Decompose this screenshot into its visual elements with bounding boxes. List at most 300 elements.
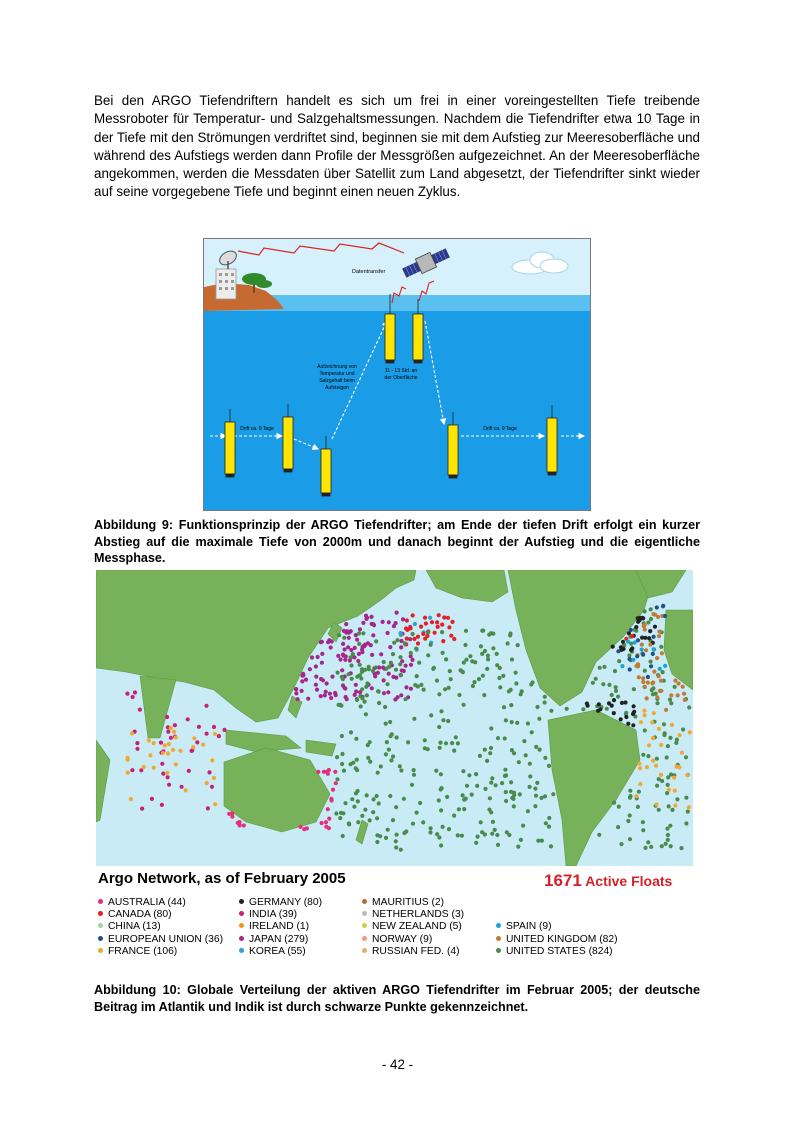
float-marker [649,664,653,668]
float-marker [435,620,439,624]
float-marker [585,702,589,706]
float-marker [663,664,667,668]
float-marker [641,680,645,684]
float-marker [210,785,214,789]
float-marker [334,811,338,815]
float-marker [605,707,609,711]
legend-label: CHINA (13) [108,921,161,933]
float-marker [338,703,342,707]
float-marker [150,797,154,801]
float-marker [413,622,417,626]
float-marker [341,642,345,646]
float-marker [347,672,351,676]
float-marker [524,753,528,757]
float-marker [660,844,664,848]
float-marker [509,780,513,784]
float-marker [447,686,451,690]
label-aufzeichnung-4: Aufsteigen [325,385,349,391]
float-marker [686,810,690,814]
float-marker [361,631,365,635]
float-marker [444,741,448,745]
float-marker [350,797,354,801]
float-marker [358,663,362,667]
float-marker [344,631,348,635]
float-marker [483,748,487,752]
float-marker [308,667,312,671]
float-marker [521,824,525,828]
float-marker [423,637,427,641]
float-marker [470,659,474,663]
float-marker [474,841,478,845]
float-marker [440,623,444,627]
float-marker [505,830,509,834]
legend-item [362,909,464,921]
legend-item [98,897,186,909]
float-marker [325,681,329,685]
float-marker [304,678,308,682]
float-marker [126,758,130,762]
float-marker [643,713,647,717]
float-marker [340,734,344,738]
float-marker [655,605,659,609]
active-floats-count [544,871,672,891]
float-marker [481,674,485,678]
float-marker [643,669,647,673]
float-marker [242,823,246,827]
float-marker [649,617,653,621]
float-marker [643,846,647,850]
float-marker [661,670,665,674]
float-marker [646,675,650,679]
float-marker [675,797,679,801]
legend-dot-icon [98,923,103,928]
legend-dot-icon [362,911,367,916]
float-marker [651,652,655,656]
float-marker [601,682,605,686]
float-marker [654,802,658,806]
legend-item [98,909,172,921]
float-marker [340,752,344,756]
float-marker [624,715,628,719]
float-marker [628,789,632,793]
legend-dot-icon [98,948,103,953]
float-marker [632,704,636,708]
float-marker [366,641,370,645]
float-marker [412,773,416,777]
float-marker [167,742,171,746]
float-marker [349,730,353,734]
legend-label: GERMANY (80) [249,897,323,908]
float-marker [613,669,617,673]
float-marker [528,785,532,789]
float-marker [439,709,443,713]
float-marker [386,631,390,635]
float-marker [641,820,645,824]
float-marker [359,676,363,680]
float-marker [653,625,657,629]
float-marker [342,686,346,690]
float-marker [594,677,598,681]
float-marker [533,787,537,791]
float-marker [510,748,514,752]
label-oberflaeche-1: 11 - 13 Std. an [384,368,418,374]
float-marker [486,654,490,658]
float-marker [368,760,372,764]
float-marker [598,666,602,670]
float-marker [148,753,152,757]
float-marker [482,693,486,697]
float-marker [384,836,388,840]
float-marker [166,775,170,779]
float-marker [320,661,324,665]
float-marker [393,697,397,701]
float-marker [676,693,680,697]
float-marker [439,843,443,847]
float-marker [394,668,398,672]
float-marker [439,772,443,776]
float-marker [446,616,450,620]
legend-title: Argo Network, as of February 2005 [98,870,346,887]
float-marker [628,667,632,671]
float-marker [409,626,413,630]
float-marker [314,675,318,679]
float-marker [684,821,688,825]
float-marker [217,734,221,738]
legend-dot-icon [362,923,367,928]
float-marker [462,661,466,665]
legend-label: UNITED STATES (824) [506,945,613,957]
float-marker [388,720,392,724]
float-marker [161,751,165,755]
float-marker [359,704,363,708]
float-marker [401,617,405,621]
float-marker [416,635,420,639]
float-marker [429,826,433,830]
float-marker [675,738,679,742]
float-marker [377,801,381,805]
float-marker [205,732,209,736]
float-marker [323,693,327,697]
float-marker [437,725,441,729]
float-marker [667,804,671,808]
float-marker [508,631,512,635]
legend-item [496,934,618,946]
float-marker [171,748,175,752]
float-marker [333,691,337,695]
float-marker [616,825,620,829]
float-marker [426,630,430,634]
float-marker [645,765,649,769]
page-number: - 42 - [381,1057,414,1072]
float-marker [363,808,367,812]
float-marker [489,726,493,730]
float-marker [447,827,451,831]
float-marker [643,609,647,613]
float-marker [184,788,188,792]
float-marker [135,741,139,745]
legend-label: NEW ZEALAND (5) [372,921,462,933]
float-marker [452,637,456,641]
float-marker [131,695,135,699]
float-marker [192,736,196,740]
float-marker [354,766,358,770]
float-marker [659,645,663,649]
float-marker [463,643,467,647]
float-marker [339,811,343,815]
float-marker [457,807,461,811]
float-marker [677,765,681,769]
float-marker [669,693,673,697]
legend-label: SPAIN (9) [506,921,552,933]
float-marker [423,746,427,750]
float-marker [516,643,520,647]
float-marker [646,754,650,758]
float-marker [343,801,347,805]
float-marker [598,707,602,711]
float-marker [533,804,537,808]
float-marker [565,707,569,711]
legend-item [239,921,309,933]
float-marker [663,614,667,618]
float-marker [626,722,630,726]
float-marker [478,754,482,758]
float-marker [612,801,616,805]
float-marker [651,736,655,740]
float-marker [399,631,403,635]
label-aufzeichnung-1: Aufzeichnung von [317,364,357,370]
float-marker [549,844,553,848]
float-marker [358,627,362,631]
float-marker [628,813,632,817]
float-marker [159,741,163,745]
float-marker [476,835,480,839]
float-marker [403,641,407,645]
float-marker [340,762,344,766]
float-marker [410,783,414,787]
float-marker [639,720,643,724]
legend-item [362,897,444,909]
legend-label: NETHERLANDS (3) [372,909,465,921]
float-marker [125,692,129,696]
float-marker [391,652,395,656]
float-marker [626,819,630,823]
float-marker [342,636,346,640]
float-marker [389,661,393,665]
float-marker [658,689,662,693]
float-marker [616,649,620,653]
float-marker [459,669,463,673]
legend-label: MAURITIUS (2) [372,897,445,908]
float-marker [530,730,534,734]
float-marker [652,711,656,715]
float-marker [394,805,398,809]
float-marker [543,700,547,704]
float-marker [514,681,518,685]
float-marker [529,682,533,686]
float-marker [398,655,402,659]
float-marker [498,685,502,689]
float-marker [363,668,367,672]
float-marker [655,757,659,761]
legend-item [239,946,306,958]
argo-cycle-figure [203,238,591,511]
float-marker [480,652,484,656]
float-marker [404,685,408,689]
float-marker [236,821,240,825]
float-marker [344,622,348,626]
float-marker [414,647,418,651]
float-marker [367,667,371,671]
float-marker [657,674,661,678]
float-marker [438,741,442,745]
float-marker [547,825,551,829]
float-marker [436,625,440,629]
float-marker [658,667,662,671]
float-marker [509,703,513,707]
float-marker [152,741,156,745]
float-marker [201,743,205,747]
legend-label: NORWAY (9) [372,933,433,945]
float-marker [655,656,659,660]
float-marker [611,645,615,649]
float-marker [305,826,309,830]
float-marker [479,820,483,824]
float-marker [383,705,387,709]
float-marker [195,740,199,744]
float-marker [668,736,672,740]
float-marker [547,816,551,820]
argo-map-svg [96,570,693,866]
float-marker [356,659,360,663]
float-marker [648,629,652,633]
legend-dot-icon [239,948,244,953]
float-marker [204,704,208,708]
float-marker [668,698,672,702]
legend-item [239,897,322,909]
float-marker [670,808,674,812]
float-marker [641,653,645,657]
float-marker [129,797,133,801]
float-marker [376,771,380,775]
float-marker [433,631,437,635]
float-marker [370,653,374,657]
float-marker [511,797,515,801]
legend-item [239,934,308,946]
float-marker [503,768,507,772]
float-marker [631,658,635,662]
float-marker [662,733,666,737]
legend-dot-icon [98,911,103,916]
float-marker [349,663,353,667]
float-marker [461,793,465,797]
float-marker [502,705,506,709]
float-marker [634,625,638,629]
label-aufzeichnung-2: Temperatur und [319,371,355,377]
float-marker [649,607,653,611]
float-marker [638,782,642,786]
float-marker [360,650,364,654]
float-marker [534,745,538,749]
float-marker [649,660,653,664]
float-marker [685,773,689,777]
float-marker [399,673,403,677]
caption-figure-10: Abbildung 10: Globale Verteilung der aktiven ARGO Tiefendrifter im Februar 2005; der deutsche Beitrag im Atlantik und Indik ist durch schwarze Punkte gekennzeichnet. [94,983,700,1014]
float-marker [638,766,642,770]
float-marker [684,796,688,800]
legend-label: KOREA (55) [249,945,306,957]
float-marker [487,808,491,812]
float-marker [673,678,677,682]
float-marker [437,613,441,617]
float-marker [490,832,494,836]
legend-dot-icon [362,948,367,953]
float-marker [419,683,423,687]
float-marker [503,736,507,740]
float-marker [641,753,645,757]
float-marker [551,792,555,796]
float-marker [535,705,539,709]
float-marker [461,769,465,773]
float-marker [651,612,655,616]
float-marker [681,685,685,689]
intro-paragraph: Bei den ARGO Tiefendriftern handelt es sich um frei in einer voreingestellten Tiefe treibende Messroboter für Temperatur- und Salzgehaltsmessungen. Nachdem die Tiefendrifter etwa 10 Tage in der Tiefe mit den Strömungen verdriftet sind, beginnen sie mit dem Aufstieg zur Meeresoberfläche und während des Aufstiegs werden dann Profile der Messgrößen aufgezeichnet. An der Meeresoberfläche angekommen, werden die Messdaten über Satellit zum Land abgesetzt, der Tiefendrifter sinkt wieder auf seine vorgegebene Tiefe und beginnt einen neuen Zyklus. [94,93,700,200]
float-marker [412,768,416,772]
float-marker [650,720,654,724]
float-marker [320,640,324,644]
float-marker [341,834,345,838]
float-marker [163,743,167,747]
float-marker [167,783,171,787]
float-marker [430,620,434,624]
float-marker [360,814,364,818]
float-marker [314,664,318,668]
float-marker [651,680,655,684]
float-marker [647,743,651,747]
float-marker [641,676,645,680]
argo-cycle-diagram [204,239,590,510]
float-marker [422,688,426,692]
float-marker [665,755,669,759]
float-marker [657,808,661,812]
float-marker [395,833,399,837]
float-marker [399,645,403,649]
float-marker [460,834,464,838]
float-marker [365,681,369,685]
float-marker [374,665,378,669]
float-marker [631,723,635,727]
float-marker [335,755,339,759]
float-marker [447,625,451,629]
float-marker [138,708,142,712]
float-marker [543,695,547,699]
float-marker [464,629,468,633]
float-marker [659,743,663,747]
float-marker [441,825,445,829]
float-marker [506,641,510,645]
float-marker [294,687,298,691]
float-marker [344,654,348,658]
float-marker [415,674,419,678]
float-marker [664,708,668,712]
float-marker [619,717,623,721]
float-marker [452,749,456,753]
float-marker [646,681,650,685]
float-marker [503,774,507,778]
float-marker [382,691,386,695]
float-marker [174,762,178,766]
float-marker [387,665,391,669]
float-marker [673,685,677,689]
